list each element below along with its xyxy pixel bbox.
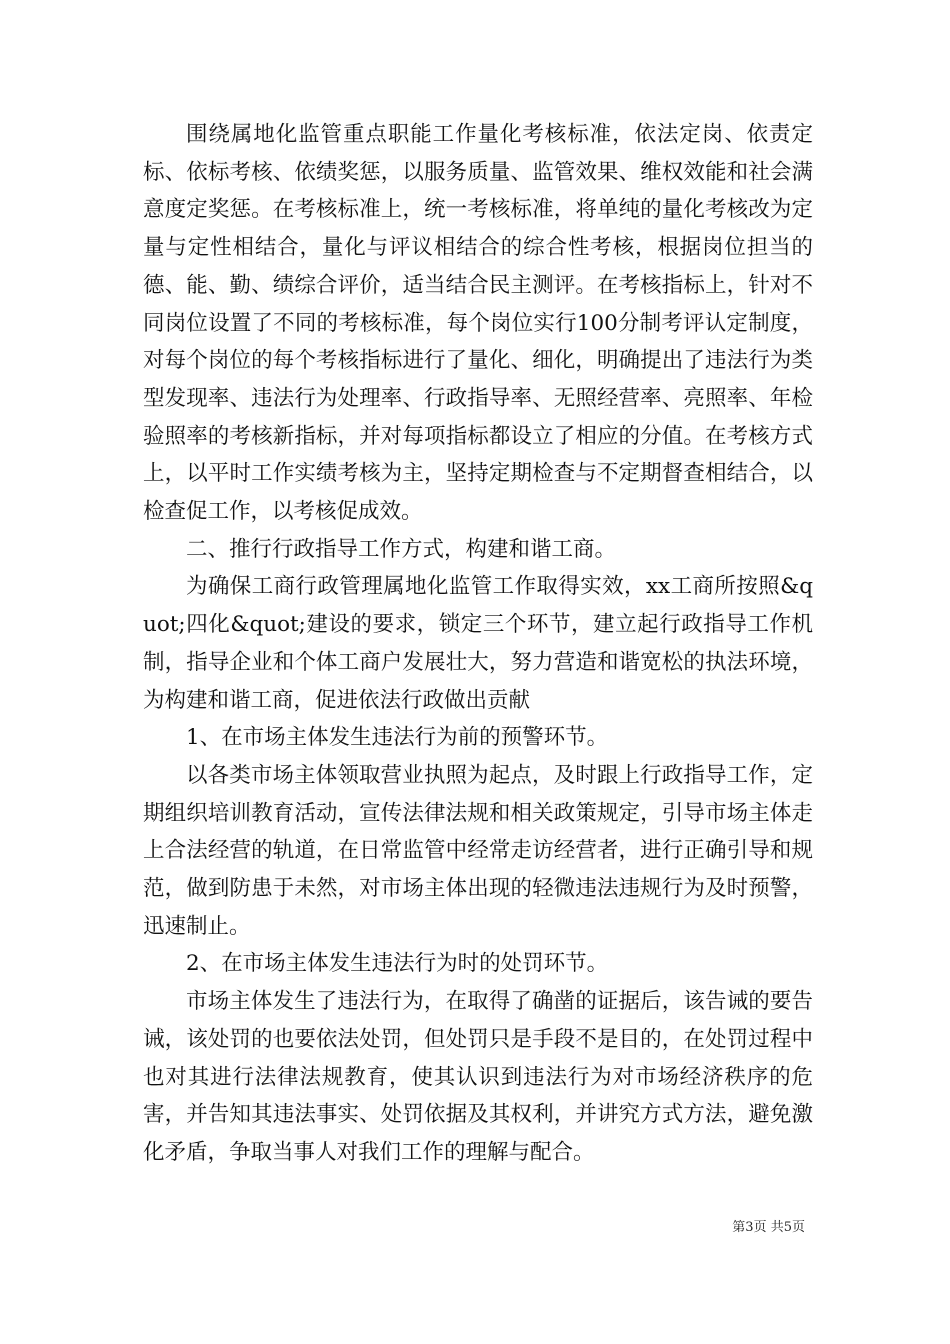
footer-middle: 页 共 bbox=[753, 1220, 784, 1235]
section-heading-administrative-guidance: 二、推行行政指导工作方式，构建和谐工商。 bbox=[186, 536, 617, 562]
paragraph-penalty-stage: 市场主体发生了违法行为，在取得了确凿的证据后，该告诫的要告诫，该处罚的也要依法处罚，但处罚只是手段不是目的，在处罚过程中也对其进行法律法规教育，使其认识到违法行为对市场经济秩序的危害，并告知其违法事实、处罚依据及其权利，并讲究方式方法，避免激化矛盾，争取当事人对我们工作的理解与配合。 bbox=[143, 989, 813, 1165]
document-body bbox=[143, 116, 813, 1172]
footer-suffix: 页 bbox=[791, 1220, 805, 1235]
paragraph-guidance-mechanism: 为确保工商行政管理属地化监管工作取得实效，xx工商所按照&quot;四化&quot;建设的要求，锁定三个环节，建立起行政指导工作机制，指导企业和个体工商户发展壮大，努力营造和谐宽松的执法环境，为构建和谐工商，促进依法行政做出贡献 bbox=[143, 574, 813, 713]
page-number-footer bbox=[732, 1216, 805, 1235]
subheading-early-warning: 1、在市场主体发生违法行为前的预警环节。 bbox=[186, 725, 609, 751]
paragraph-assessment-standards: 围绕属地化监管重点职能工作量化考核标准，依法定岗、依责定标、依标考核、依绩奖惩，以服务质量、监管效果、维权效能和社会满意度定奖惩。在考核标准上，统一考核标准，将单纯的量化考核改为定量与定性相结合，量化与评议相结合的综合性考核，根据岗位担当的德、能、勤、绩综合评价，适当结合民主测评。在考核指标上，针对不同岗位设置了不同的考核标准，每个岗位实行100分制考评认定制度，对每个岗位的每个考核指标进行了量化、细化，明确提出了违法行为类型发现率、违法行为处理率、行政指导率、无照经营率、亮照率、年检验照率的考核新指标，并对每项指标都设立了相应的分值。在考核方式上，以平时工作实绩考核为主，坚持定期检查与不定期督查相结合，以检查促工作，以考核促成效。 bbox=[143, 122, 813, 525]
subheading-penalty-stage: 2、在市场主体发生违法行为时的处罚环节。 bbox=[186, 951, 609, 977]
footer-current-page: 3 bbox=[745, 1220, 754, 1235]
footer-total-pages: 5 bbox=[783, 1220, 792, 1235]
paragraph-early-warning: 以各类市场主体领取营业执照为起点，及时跟上行政指导工作，定期组织培训教育活动，宣传法律法规和相关政策规定，引导市场主体走上合法经营的轨道，在日常监管中经常走访经营者，进行正确引导和规范，做到防患于未然，对市场主体出现的轻微违法违规行为及时预警，迅速制止。 bbox=[143, 762, 813, 939]
footer-prefix: 第 bbox=[732, 1220, 746, 1235]
